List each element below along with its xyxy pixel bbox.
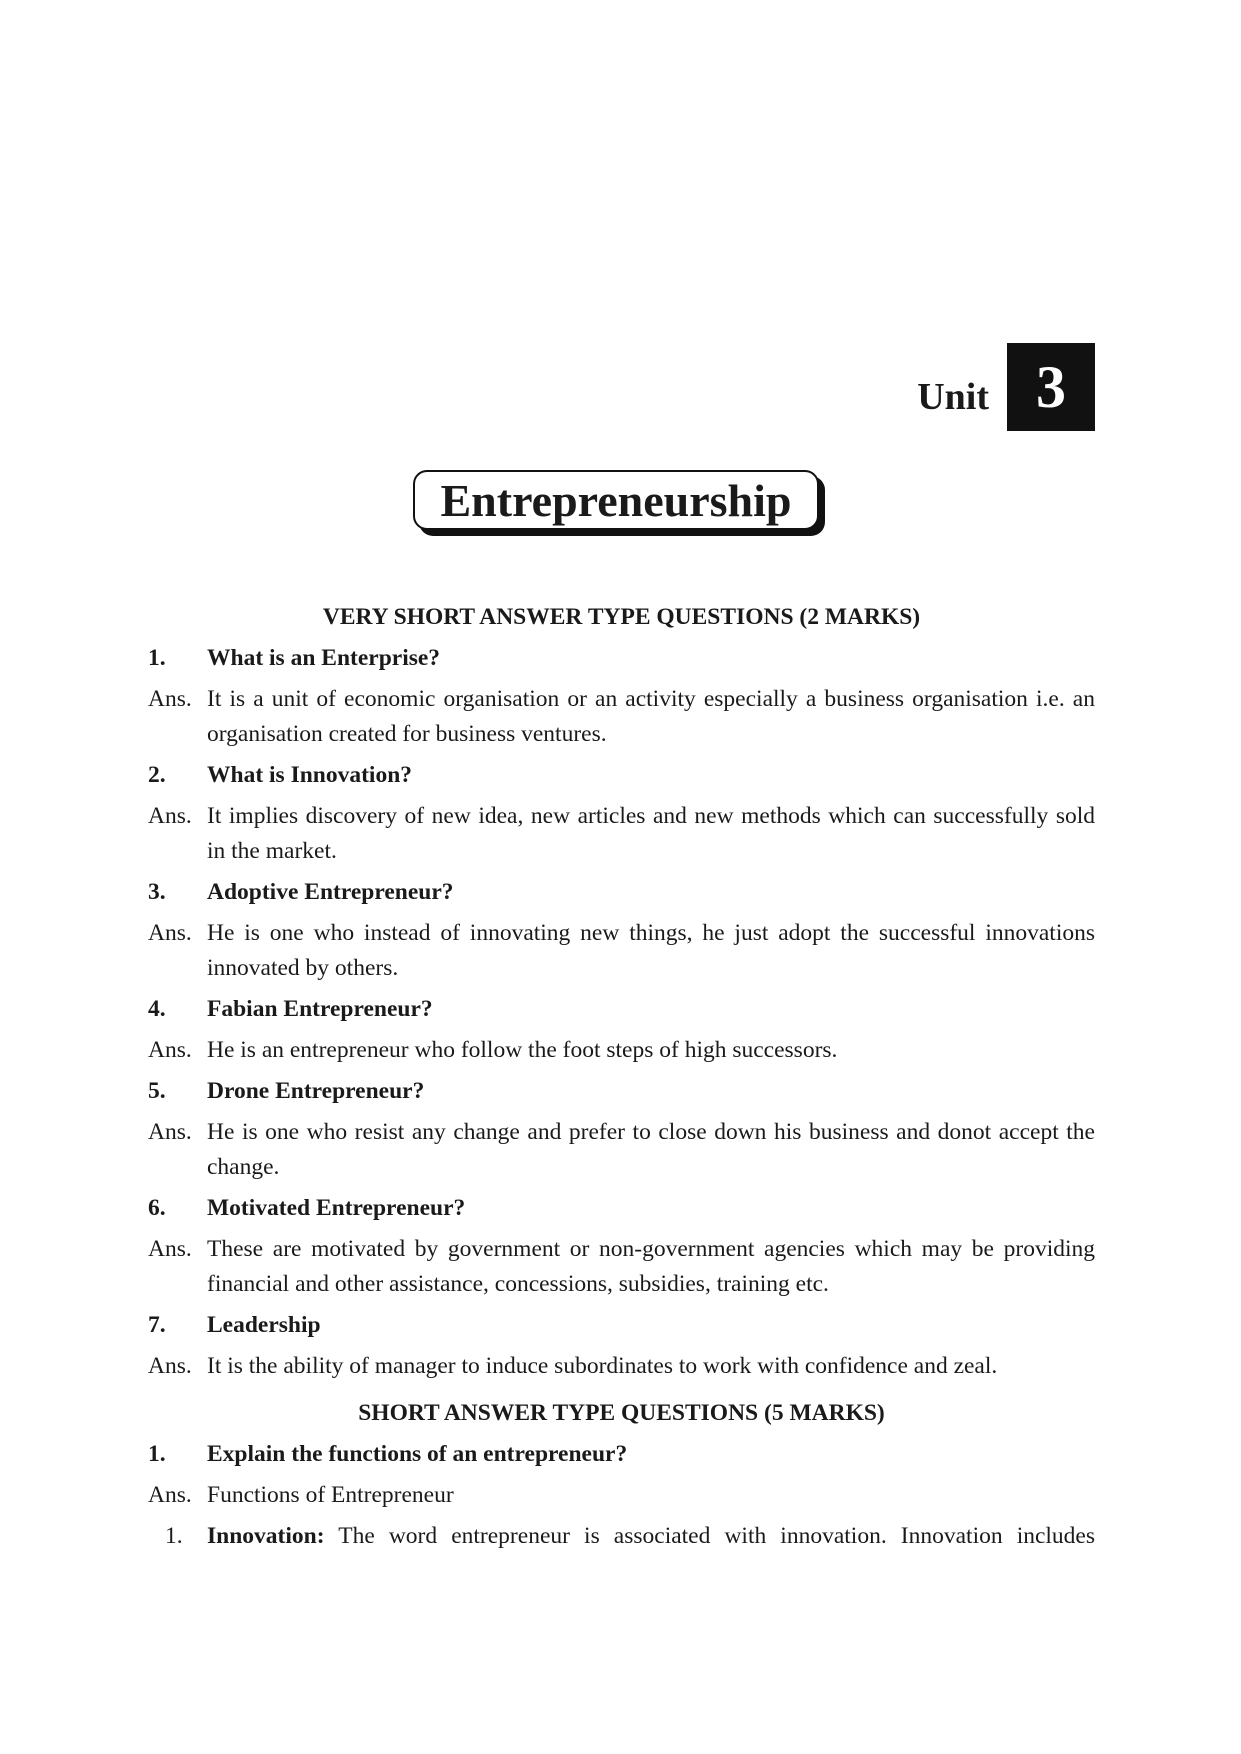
- section-heading-very-short: VERY SHORT ANSWER TYPE QUESTIONS (2 MARKS): [322, 604, 921, 630]
- answer-row: [148, 1349, 1095, 1384]
- question-number: 5.: [148, 1078, 166, 1104]
- answer-text: These are motivated by government or non-government agencies which may be providing financial and other assistance, concessions, subsidies, training etc.: [207, 1236, 1095, 1297]
- question-text: Drone Entrepreneur?: [207, 1078, 425, 1104]
- answer-row: [148, 682, 1095, 752]
- answer-text: He is one who instead of innovating new things, he just adopt the successful innovations innovated by others.: [207, 920, 1095, 981]
- question-text: What is an Enterprise?: [207, 645, 441, 671]
- question-text: Leadership: [207, 1312, 321, 1338]
- answer-row: [148, 1033, 1095, 1068]
- question-number: 7.: [148, 1312, 166, 1338]
- function-item: [148, 1519, 1095, 1554]
- question-text: Explain the functions of an entrepreneur?: [207, 1441, 628, 1467]
- function-number: 1.: [165, 1523, 183, 1549]
- question-number: 6.: [148, 1195, 166, 1221]
- answer-label: Ans.: [148, 1236, 192, 1262]
- question-number: 2.: [148, 762, 166, 788]
- page-content: [148, 600, 1095, 1554]
- answer-row: [148, 916, 1095, 986]
- answer-text: It is the ability of manager to induce subordinates to work with confidence and zeal.: [207, 1353, 998, 1379]
- question-row: [148, 1074, 1095, 1109]
- unit-number-badge: 3: [1007, 343, 1095, 431]
- question-text: Fabian Entrepreneur?: [207, 996, 433, 1022]
- chapter-title-frame: [413, 470, 819, 530]
- answer-label: Ans.: [148, 1353, 192, 1379]
- answer-row: [148, 1115, 1095, 1185]
- question-row: [148, 875, 1095, 910]
- answer-label: Ans.: [148, 686, 192, 712]
- question-row: [148, 1437, 1095, 1472]
- answer-label: Ans.: [148, 803, 192, 829]
- very-short-question-list: [148, 641, 1095, 1384]
- function-text: [207, 1519, 1095, 1554]
- answer-text: It implies discovery of new idea, new articles and new methods which can successfully sold in the market.: [207, 803, 1095, 864]
- question-row: [148, 1191, 1095, 1226]
- answer-row: [148, 1232, 1095, 1302]
- question-text: What is Innovation?: [207, 762, 413, 788]
- question-number: 1.: [148, 1441, 166, 1467]
- question-number: 1.: [148, 645, 166, 671]
- section-heading-short: SHORT ANSWER TYPE QUESTIONS (5 MARKS): [358, 1400, 885, 1426]
- answer-text: It is a unit of economic organisation or an activity especially a business organisation i.e. an organisation created for business ventures.: [207, 686, 1095, 747]
- unit-label: Unit: [917, 376, 989, 418]
- answer-label: Ans.: [148, 1119, 192, 1145]
- question-text: Motivated Entrepreneur?: [207, 1195, 466, 1221]
- chapter-title: Entrepreneurship: [413, 470, 819, 530]
- answer-label: Ans.: [148, 1037, 192, 1063]
- question-row: [148, 758, 1095, 793]
- question-number: 3.: [148, 879, 166, 905]
- question-row: [148, 641, 1095, 676]
- question-row: [148, 1308, 1095, 1343]
- answer-text: He is one who resist any change and prefer to close down his business and donot accept the change.: [207, 1119, 1095, 1180]
- function-description: The word entrepreneur is associated with innovation. Innovation includes: [338, 1523, 1096, 1549]
- answer-label: Ans.: [148, 920, 192, 946]
- functions-list: [148, 1519, 1095, 1554]
- function-term: Innovation:: [207, 1523, 325, 1549]
- question-number: 4.: [148, 996, 166, 1022]
- answer-row: [148, 1478, 1095, 1513]
- short-question-list: [148, 1437, 1095, 1513]
- answer-text: He is an entrepreneur who follow the foot steps of high successors.: [207, 1037, 838, 1063]
- answer-row: [148, 799, 1095, 869]
- question-text: Adoptive Entrepreneur?: [207, 879, 454, 905]
- question-row: [148, 992, 1095, 1027]
- answer-text: Functions of Entrepreneur: [207, 1482, 454, 1508]
- answer-label: Ans.: [148, 1482, 192, 1508]
- unit-header: [917, 343, 1095, 431]
